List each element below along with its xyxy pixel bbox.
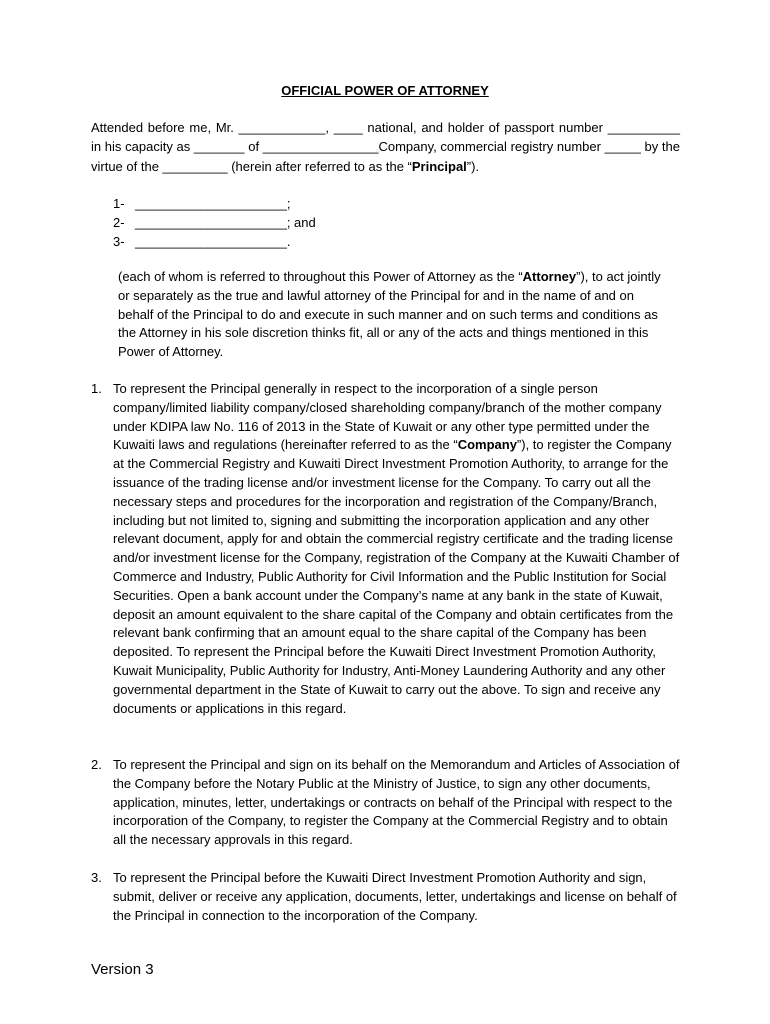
definition-text: (each of whom is referred to throughout this Power of Attorney as the “ bbox=[118, 269, 523, 284]
attorney-blank: _____________________; bbox=[135, 196, 291, 211]
clause-text-part: ”), to register the Company at the Commercial Registry and Kuwaiti Direct Investment Promotion Authority, to arrange for the issuance of the trading license and/or investment license for the Company. To carry out all the necessary steps and procedures for the incorporation and registration of the Company/Branch, including but not limited to, signing and submitting the incorporation application and any other relevant document, apply for and obtain the commercial registry certificate and the trading license and/or investment license for the Company, registration of the Company at the Kuwaiti Chamber of Commerce and Industry, Public Authority for Civil Information and the Public Institution for Social Securities. Open a bank account under the Company’s name at any bank in the state of Kuwait, deposit an amount equivalent to the share capital of the Company and obtain certificates from the relevant bank confirming that an amount equal to the share capital of the Company has been deposited. To represent the Principal before the Kuwaiti Direct Investment Promotion Authority, Kuwait Municipality, Public Authority for Industry, Anti-Money Laundering Authority and any other governmental department in the State of Kuwait to carry out the above. To sign and receive any documents or applications in this regard. bbox=[113, 437, 680, 716]
attorney-term: Attorney bbox=[522, 269, 577, 284]
attorney-list bbox=[113, 194, 316, 251]
intro-paragraph bbox=[91, 118, 680, 176]
clause-text-part: To represent the Principal generally in respect to the incorporation of a single person company/limited liability company/closed shareholding company/branch of the mother company under KDIPA law No. 116 of 2013 in the State of Kuwait or any other type permitted under the Kuwaiti laws and regulations (hereinafter referred to as the “ bbox=[113, 381, 662, 453]
clause-number: 2. bbox=[91, 757, 102, 772]
clause-number: 3. bbox=[91, 870, 102, 885]
intro-text-end: ”). bbox=[466, 158, 480, 174]
attorney-number: 3- bbox=[113, 234, 125, 249]
attorney-item bbox=[113, 194, 316, 213]
clause-text: To represent the Principal and sign on its behalf on the Memorandum and Articles of Association of the Company before the Notary Public at the Ministry of Justice, to sign any other documents, application, minutes, letter, undertakings or contracts on behalf of the Principal with respect to the incorporation of the Company, to register the Company at the Commercial Registry and to obtain all the necessary approvals in this regard. bbox=[113, 757, 680, 848]
attorney-blank: _____________________. bbox=[135, 234, 291, 249]
clause-item bbox=[91, 380, 681, 718]
principal-term: Principal bbox=[411, 158, 467, 174]
clause-item bbox=[91, 756, 681, 850]
clause-number: 1. bbox=[91, 381, 102, 396]
clause-text: To represent the Principal before the Kuwaiti Direct Investment Promotion Authority and sign, submit, deliver or receive any application, documents, letter, undertakings and license on behalf of the Principal in connection to the incorporation of the Company. bbox=[113, 870, 677, 923]
attorney-item bbox=[113, 213, 316, 232]
attorney-blank: _____________________; and bbox=[135, 215, 316, 230]
version-footer: Version 3 bbox=[91, 961, 154, 978]
intro-text: Attended before me, Mr. ____________, ____ national, and holder of passport number __________ in his capacity as _______ of ________________Company, commercial registry number _____ by the virtue of the _________ (herein after referred to as the “ bbox=[91, 120, 680, 174]
attorney-number: 1- bbox=[113, 196, 125, 211]
attorney-number: 2- bbox=[113, 215, 125, 230]
attorney-item bbox=[113, 232, 316, 251]
company-term: Company bbox=[457, 437, 517, 453]
clause-item bbox=[91, 869, 681, 925]
clause-text bbox=[113, 380, 681, 718]
attorney-definition-paragraph bbox=[118, 268, 663, 362]
definition-text-end: ”), to act jointly or separately as the true and lawful attorney of the Principal for and in the name of and on behalf of the Principal to do and execute in such manner and on such terms and conditions as the Attorney in his sole discretion thinks fit, all or any of the acts and things mentioned in this Power of Attorney. bbox=[118, 269, 661, 360]
document-title: OFFICIAL POWER OF ATTORNEY bbox=[281, 83, 489, 98]
